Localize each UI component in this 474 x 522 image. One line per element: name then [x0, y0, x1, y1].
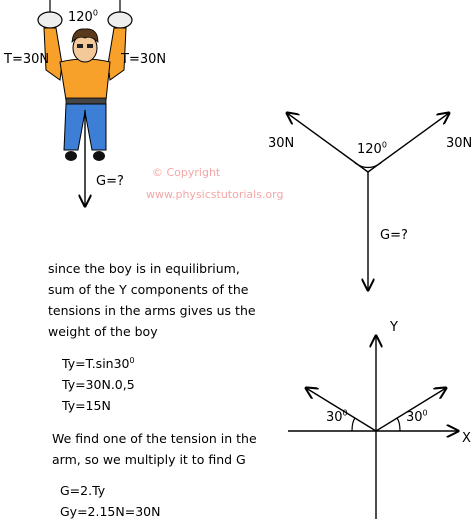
axes-left-angle-label: $30^0$ [326, 408, 348, 425]
explanation2-text [52, 428, 257, 470]
force-diagram [287, 113, 449, 290]
explanation-line: weight of the boy [48, 324, 158, 339]
force-left-label: 30N [268, 136, 295, 151]
x-axis-label: X [462, 431, 471, 446]
right-ring-hand [108, 12, 132, 28]
axes-right-angle-label: $30^0$ [406, 408, 428, 425]
explanation2-line: arm, so we multiply it to find G [52, 452, 246, 467]
belt [66, 98, 106, 104]
result-block [60, 480, 160, 522]
boy-left-tension-label: T=30N [4, 52, 50, 67]
left-shoe [65, 151, 77, 161]
result-g1: G=2.Ty [60, 483, 106, 498]
force-weight-label: G=? [380, 228, 408, 243]
equation-ty2: Ty=30N.0,5 [62, 377, 135, 392]
explanation-text [48, 258, 256, 342]
explanation-line: tensions in the arms gives us the [48, 303, 256, 318]
boy-right-tension-label: T=30N [121, 52, 167, 67]
left-eye [77, 44, 83, 48]
explanation-line: sum of the Y components of the [48, 282, 249, 297]
right-eye [87, 44, 93, 48]
axes-right-angle-arc [397, 418, 400, 431]
torso [60, 59, 110, 100]
equation-ty1: $Ty=T.\sin 30^0$ [62, 355, 135, 371]
right-shoe [93, 151, 105, 161]
result-g2: Gy=2.15N=30N [60, 504, 161, 519]
y-axis-label: Y [390, 320, 398, 335]
watermark-url: www.physicstutorials.org [146, 188, 284, 201]
force-angle-arc [355, 163, 381, 168]
force-angle-label: $120^0$ [357, 140, 387, 157]
left-ring-hand [38, 12, 62, 28]
boy-weight-label: G=? [96, 174, 124, 189]
boy-angle-label: $120^0$ [68, 8, 98, 25]
explanation-line: since the boy is in equilibrium, [48, 261, 240, 276]
equation-ty3: Ty=15N [62, 398, 111, 413]
watermark-copyright: © Copyright [152, 166, 221, 179]
explanation2-line: We find one of the tension in the [52, 431, 257, 446]
equations-block [62, 353, 135, 416]
axes-left-angle-arc [352, 418, 355, 431]
axes-diagram [288, 336, 458, 519]
force-right-label: 30N [446, 136, 473, 151]
